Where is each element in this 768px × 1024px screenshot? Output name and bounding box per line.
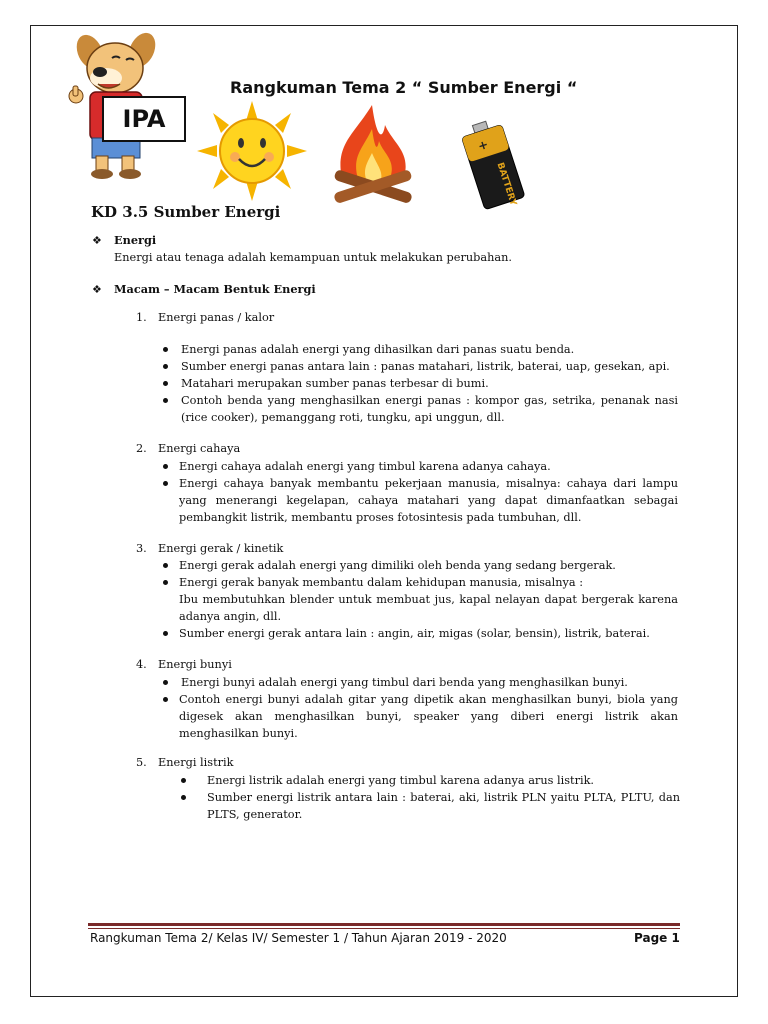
bullet-dot xyxy=(181,795,186,800)
bullet-dot xyxy=(163,580,168,585)
macam-heading: Macam – Macam Bentuk Energi xyxy=(114,282,316,296)
item-title: Energi cahaya xyxy=(158,442,241,455)
page-title: Rangkuman Tema 2 “ Sumber Energi “ xyxy=(230,78,578,97)
bullet-continuation: Ibu membutuhkan blender untuk membuat jus, kapal nelayan dapat bergerak karena adanya angin, dll. xyxy=(179,593,678,623)
bullet-dot xyxy=(163,481,168,486)
bullet-text: Matahari merupakan sumber panas terbesar di bumi. xyxy=(181,377,489,390)
ipa-badge: IPA xyxy=(102,96,186,142)
item-number: 1. xyxy=(136,311,147,324)
sun-illustration xyxy=(197,101,307,201)
battery-label: BATTERY xyxy=(494,161,518,208)
bullet-text: Energi cahaya adalah energi yang timbul karena adanya cahaya. xyxy=(179,460,551,473)
bullet-text: Energi gerak adalah energi yang dimiliki oleh benda yang sedang bergerak. xyxy=(179,559,616,572)
bullet-text: Energi cahaya banyak membantu pekerjaan manusia, misalnya: cahaya dari lampu yang menerangi kegelapan, cahaya matahari yang dapat dimanfaatkan sebagai pembangkit listrik, membantu proses fotosintesis pada tumbuhan, dll. xyxy=(179,477,678,524)
bullet-text: Sumber energi panas antara lain : panas matahari, listrik, baterai, uap, gesekan, api. xyxy=(181,360,670,373)
bullet-dot xyxy=(163,398,168,403)
diamond-bullet-icon: ❖ xyxy=(92,234,102,247)
energi-label: Energi xyxy=(114,233,157,247)
bullet-dot xyxy=(181,778,186,783)
item-number: 2. xyxy=(136,442,147,455)
bullet-text: Energi panas adalah energi yang dihasilkan dari panas suatu benda. xyxy=(181,343,575,356)
bullet-text: Energi listrik adalah energi yang timbul karena adanya arus listrik. xyxy=(207,774,595,787)
bullet-dot xyxy=(163,631,168,636)
bullet-dot xyxy=(163,381,168,386)
footer-text: Rangkuman Tema 2/ Kelas IV/ Semester 1 / Tahun Ajaran 2019 - 2020 xyxy=(90,931,507,945)
battery-illustration xyxy=(453,115,533,210)
section-heading: KD 3.5 Sumber Energi xyxy=(91,203,281,221)
bullet-text: Sumber energi listrik antara lain : baterai, aki, listrik PLN yaitu PLTA, PLTU, dan PLTS, generator. xyxy=(207,791,680,821)
item-title: Energi listrik xyxy=(158,756,234,769)
diamond-bullet-icon: ❖ xyxy=(92,283,102,296)
bullet-text: Contoh benda yang menghasilkan energi panas : kompor gas, setrika, penanak nasi (rice cooker), pemanggang roti, tungku, api unggun, dll. xyxy=(181,394,678,424)
footer-divider xyxy=(88,928,680,929)
page-number: Page 1 xyxy=(634,931,680,945)
item-title: Energi bunyi xyxy=(158,658,232,671)
bullet-text: Energi bunyi adalah energi yang timbul dari benda yang menghasilkan bunyi. xyxy=(181,676,628,689)
bullet-dot xyxy=(163,464,168,469)
bullet-dot xyxy=(163,563,168,568)
bullet-dot xyxy=(163,680,168,685)
energi-definition: Energi atau tenaga adalah kemampuan untuk melakukan perubahan. xyxy=(114,251,512,264)
bullet-text: Sumber energi gerak antara lain : angin, air, migas (solar, bensin), listrik, baterai. xyxy=(179,627,650,640)
item-title: Energi panas / kalor xyxy=(158,311,275,324)
footer-divider xyxy=(88,923,680,926)
bullet-text: Contoh energi bunyi adalah gitar yang dipetik akan menghasilkan bunyi, biola yang digesek akan menghasilkan bunyi, speaker yang diberi energi listrik akan menghasilkan bunyi. xyxy=(179,693,678,740)
bullet-text: Energi gerak banyak membantu dalam kehidupan manusia, misalnya : xyxy=(179,576,584,589)
bullet-dot xyxy=(163,347,168,352)
item-number: 4. xyxy=(136,658,147,671)
bullet-dot xyxy=(163,364,168,369)
bullet-dot xyxy=(163,697,168,702)
svg-text:+: + xyxy=(476,136,490,154)
item-title: Energi gerak / kinetik xyxy=(158,542,284,555)
item-number: 5. xyxy=(136,756,147,769)
campfire-illustration xyxy=(325,103,420,208)
item-number: 3. xyxy=(136,542,147,555)
